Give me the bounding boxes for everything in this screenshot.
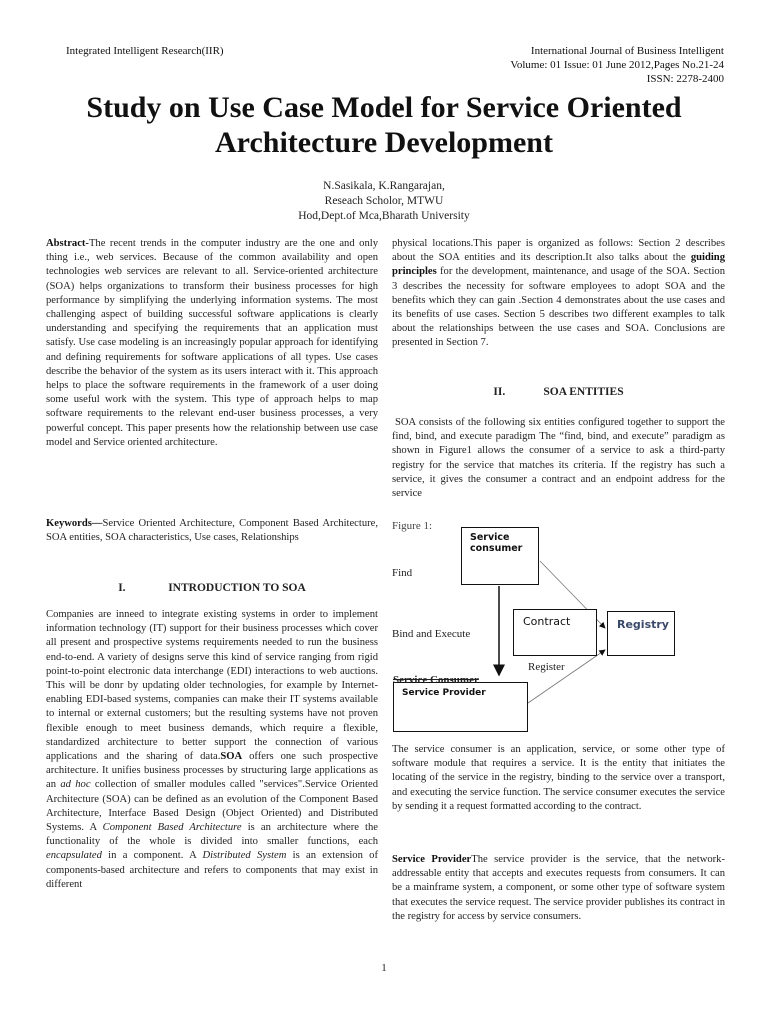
section-heading-2 [392,386,725,398]
text: is an architecture where the functionality of the whole is divided into smaller functions, each [46,822,378,848]
journal-volume: Volume: 01 Issue: 01 June 2012,Pages No.21-24 [510,59,724,71]
struck-service-consumer-label: Service Consumer [393,674,479,686]
find-label: Find [392,567,413,579]
text: is an extension of components-based architecture and refers to components that may exist in different [46,850,379,890]
service-provider-box: Service Provider [393,682,528,732]
soa-entities-paragraph: SOA consists of the following six entities configured together to support the find, bind, and execute paradigm The “find, bind, and execute” paradigm as shown in Figure1 allows the consumer of a service to ask a third-party registry for the service that matches its criteria. If the registry has such a service, it gives the consumer a contract and an endpoint address for the service [392,417,725,500]
section-number: I. [118,582,126,594]
registry-box [607,611,675,656]
intro-continuation [392,237,725,351]
intro-paragraph [46,608,378,892]
text: offers one such prospective architecture. It unifies business processes by structuring large applications as an [46,751,378,791]
title-line: Architecture Development [215,126,553,159]
text: collection of smaller modules called "services".Service Oriented Architecture (SOA) can be defined as an evolution of the Component Based Architecture, Interface Based Design (Object Oriented) and Distributed Systems. A [46,779,378,834]
service-provider-paragraph [392,853,725,924]
bind-execute-label: Bind and Execute [392,628,471,640]
author-affiliation: Reseach Scholor, MTWU [324,195,444,207]
register-arrow [528,650,605,703]
section-heading-1 [46,582,378,594]
text: in a component. A [101,850,203,862]
contract-box: Contract [513,609,597,656]
register-label: Register [528,661,565,673]
abstract-label: Abstract- [46,238,89,249]
bold-term: SOA [220,751,243,763]
italic-term: Distributed System [202,850,287,862]
paper-title [0,90,768,160]
abstract [46,237,378,450]
running-header-left: Integrated Intelligent Research(IIR) [66,45,224,57]
text: The service provider is the service, that the network-addressable entity that accepts and executes requests from consumers. It can be a mainframe system, a component, or some other type of software system that executes the service request. The service provider publishes its contract in the registry for access by service consumers. [392,854,725,922]
author-affiliation: Hod,Dept.of Mca,Bharath University [298,210,470,222]
text: for the development, maintenance, and usage of the SOA. Section 3 describes the necessity for software employees to adopt SOA and the benefits which they can gain .Section 4 demonstrates about the use cases and its benefits of use cases. Section 5 describes two different examples to talk about the relationships between the use cases and SOA. Conclusions are presented in Section 7. [392,266,725,349]
section-title: SOA ENTITIES [543,386,624,398]
text: physical locations.This paper is organized as follows: Section 2 describes about the SOA entities and its description.It also talks about the [392,238,725,264]
authors [0,179,768,224]
figure-caption: Figure 1: [392,520,433,532]
italic-term: Component Based Architecture [102,822,242,834]
keywords-text: Service Oriented Architecture, Component Based Architecture, SOA entities, SOA characteristics, Use cases, Relationships [46,518,378,544]
author-names: N.Sasikala, K.Rangarajan, [323,180,445,192]
keywords-label: Keywords— [46,518,103,529]
text: Companies are inneed to integrate existing systems in order to implement information technology (IT) support for their business processes which cover all present and prospective systems requirements needed to run the business end-to-end. A variety of designs serve this kind of service ranging from rigid point-to-point electronic data interchange (EDI) interactions to web auctions. This will be donr by updating older technologies, for example by Internet-enabling EDI-based systems, companies can make their IT systems available to internal or external customers; but the resulting systems have not proven flexible enough to meet business demands, which require a flexible, standardized architecture to better support the connection of various applications and the sharing of data. [46,609,378,763]
figure-1 [380,518,700,728]
section-title: INTRODUCTION TO SOA [168,582,306,594]
section-number: II. [493,386,506,398]
italic-term: ad hoc [60,779,91,791]
journal-name: International Journal of Business Intelligent [530,45,724,57]
page-number: 1 [381,962,387,974]
keywords [46,517,378,545]
registry-label: Registry [617,618,669,631]
journal-issn: ISSN: 2278-2400 [646,73,724,85]
title-line: Study on Use Case Model for Service Oriented [86,91,682,124]
abstract-text: The recent trends in the computer industry are the one and only thing i.e., web services. Because of the common availability and open technologies web services are relevant to all. Service-oriented architecture (SOA) helps organizations to transform their business processes for high performance by simplifying the underlying information systems. The most challenging aspect of building successful software applications is clearly understanding and specifying the requirements that an application must satisfy. Use case modeling is an increasingly popular approach for identifying and defining requirements for software applications of all types. Use cases describe the behavior of the system as its users interact with it. This approach helps to place the software requirements in the framework of a user doing some useful work with the system. This type of approach helps to map software requirements to the relevant end-user business processes, a very powerful concept. This paper presents how the relationship between use case model and Service oriented architecture. [46,238,378,448]
provider-label: Service Provider [392,854,472,865]
service-consumer-box: Service consumer [461,527,539,585]
bold-term: guiding principles [392,252,725,278]
service-consumer-paragraph: The service consumer is an application, service, or some other type of software module that requires a service. It is the entity that initiates the locating of the service in the registry, binding to the service over a transport, and executing the service function. The service consumer executes the service by sending it a request formatted according to the contract. [392,744,725,812]
italic-term: encapsulated [46,850,102,862]
running-header-right [510,44,724,86]
